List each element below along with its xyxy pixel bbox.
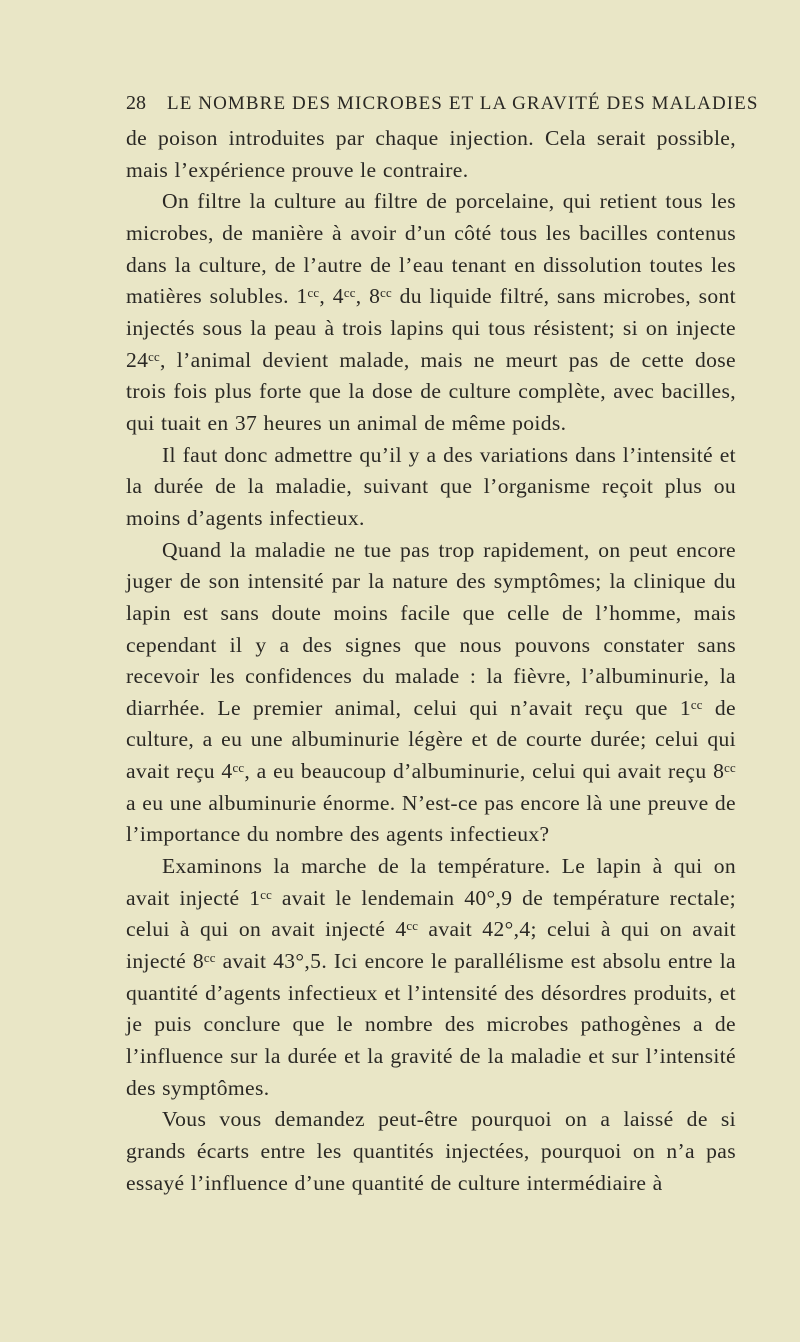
paragraph-continuation: de poison introduites par chaque injection. Cela serait possible, mais l’expérience prouve le contraire. [126,126,736,182]
body-text [126,123,736,1199]
running-title: LE NOMBRE DES MICROBES ET LA GRAVITÉ DES MALADIES [167,93,759,114]
paragraph-question: Vous vous demandez peut-être pourquoi on a laissé de si grands écarts entre les quantités injectées, pourquoi on n’a pas essayé l’influence d’une quantité de culture intermédiaire à [126,1107,736,1195]
page-number: 28 [126,92,146,114]
paragraph-variations: Il faut donc admettre qu’il y a des variations dans l’intensité et la durée de la maladie, suivant que l’organisme reçoit plus ou moins d’agents infectieux. [126,442,736,530]
page-header [126,92,759,126]
paragraph-temperature: Examinons la marche de la température. Le lapin à qui on avait injecté 1ᶜᶜ avait le lendemain 40°,9 de température rectale; celui à qui on avait injecté 4ᶜᶜ avait 42°,4; celui à qui on avait injecté 8ᶜᶜ avait 43°,5. Ici encore le parallélisme est absolu entre la quantité d’agents infectieux et l’intensité des désordres produits, et je puis conclure que le nombre des microbes pathogènes a de l’influence sur la durée et la gravité de la maladie et sur l’intensité des symptômes. [126,854,736,1100]
paragraph-symptoms: Quand la maladie ne tue pas trop rapidement, on peut encore juger de son intensité par la nature des symptômes; la clinique du lapin est sans doute moins facile que celle de l’homme, mais cependant il y a des signes que nous pouvons constater sans recevoir les confidences du malade : la fièvre, l’albuminurie, la diarrhée. Le premier animal, celui qui n’avait reçu que 1ᶜᶜ de culture, a eu une albuminurie légère et de courte durée; celui qui avait reçu 4ᶜᶜ, a eu beaucoup d’albuminurie, celui qui avait reçu 8ᶜᶜ a eu une albuminurie énorme. N’est-ce pas encore là une preuve de l’importance du nombre des agents infectieux? [126,537,736,847]
paragraph-filtration: On filtre la culture au filtre de porcelaine, qui retient tous les microbes, de manière à avoir d’un côté tous les bacilles contenus dans la culture, de l’autre de l’eau tenant en dissolution toutes les matières solubles. 1ᶜᶜ, 4ᶜᶜ, 8ᶜᶜ du liquide filtré, sans microbes, sont injectés sous la peau à trois lapins qui tous résistent; si on injecte 24ᶜᶜ, l’animal devient malade, mais ne meurt pas de cette dose trois fois plus forte que la dose de culture complète, avec bacilles, qui tuait en 37 heures un animal de même poids. [126,189,736,435]
